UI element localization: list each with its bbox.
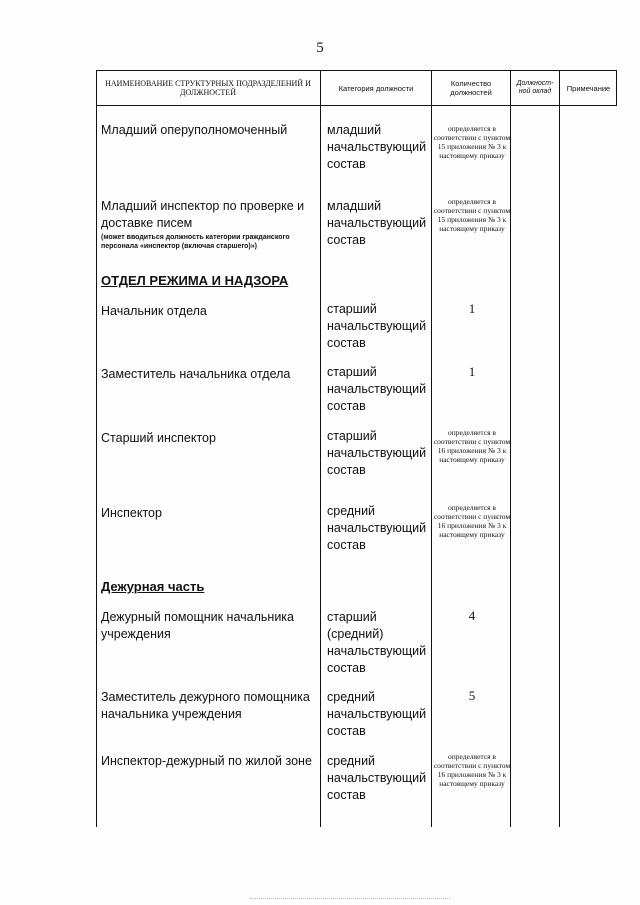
quantity-value: 5: [468, 688, 476, 703]
header-name: НАИМЕНОВАНИЕ СТРУКТУРНЫХ ПОДРАЗДЕЛЕНИЙ И ДОЛЖНОСТЕЙ: [105, 79, 311, 97]
position-name: Заместитель начальника отдела: [101, 367, 291, 381]
position-name: [101, 198, 323, 251]
category-value: старший начальствующий состав: [327, 365, 427, 413]
category-value: средний начальствующий состав: [327, 754, 427, 802]
quantity-value: определяется в соответствии с пунктом 16 приложения № 3 к настоящему приказу: [433, 752, 511, 788]
position-name: Младший оперуполномоченный: [101, 123, 288, 137]
table-top-border: [96, 70, 617, 71]
section-title: ОТДЕЛ РЕЖИМА И НАДЗОРА: [101, 273, 289, 288]
category-value: средний начальствующий состав: [327, 504, 427, 552]
position-title: Младший инспектор по проверке и доставке писем: [101, 199, 305, 230]
column-divider: [96, 70, 97, 827]
category-value: старший начальствующий состав: [327, 302, 427, 350]
category-value: старший начальствующий состав: [327, 429, 427, 477]
header-quantity: Количество должностей: [450, 79, 492, 97]
quantity-value: определяется в соответствии с пунктом 15 приложения № 3 к настоящему приказу: [433, 124, 511, 160]
position-name: Заместитель дежурного помощника начальника учреждения: [101, 690, 310, 721]
position-note: (может вводиться должность категории гражданского персонала «инспектор (включая старшего)»): [101, 234, 290, 250]
header-salary: Должност-ной оклад: [516, 80, 554, 95]
section-title: Дежурная часть: [101, 579, 205, 594]
page-number: 5: [316, 40, 324, 56]
column-divider: [559, 70, 560, 827]
quantity-value: 1: [468, 301, 476, 316]
header-bottom-border: [96, 105, 617, 106]
category-value: младший начальствующий состав: [327, 199, 427, 247]
header-category: Категория должности: [338, 83, 414, 93]
position-name: Дежурный помощник начальника учреждения: [101, 610, 294, 641]
quantity-value: определяется в соответствии с пунктом 16 приложения № 3 к настоящему приказу: [433, 503, 511, 539]
quantity-value: 4: [468, 608, 476, 623]
quantity-value: 1: [468, 364, 476, 379]
quantity-value: определяется в соответствии с пунктом 15 приложения № 3 к настоящему приказу: [433, 197, 511, 233]
position-name: Инспектор: [101, 506, 162, 520]
scan-artifact-line: [250, 898, 450, 899]
quantity-value: определяется в соответствии с пунктом 16 приложения № 3 к настоящему приказу: [433, 428, 511, 464]
position-name: Начальник отдела: [101, 304, 207, 318]
category-value: старший (средний) начальствующий состав: [327, 610, 427, 675]
position-name: Инспектор-дежурный по жилой зоне: [101, 754, 312, 768]
position-name: Старший инспектор: [101, 431, 216, 445]
category-value: средний начальствующий состав: [327, 690, 427, 738]
category-value: младший начальствующий состав: [327, 123, 427, 171]
header-note: Примечание: [566, 83, 611, 93]
